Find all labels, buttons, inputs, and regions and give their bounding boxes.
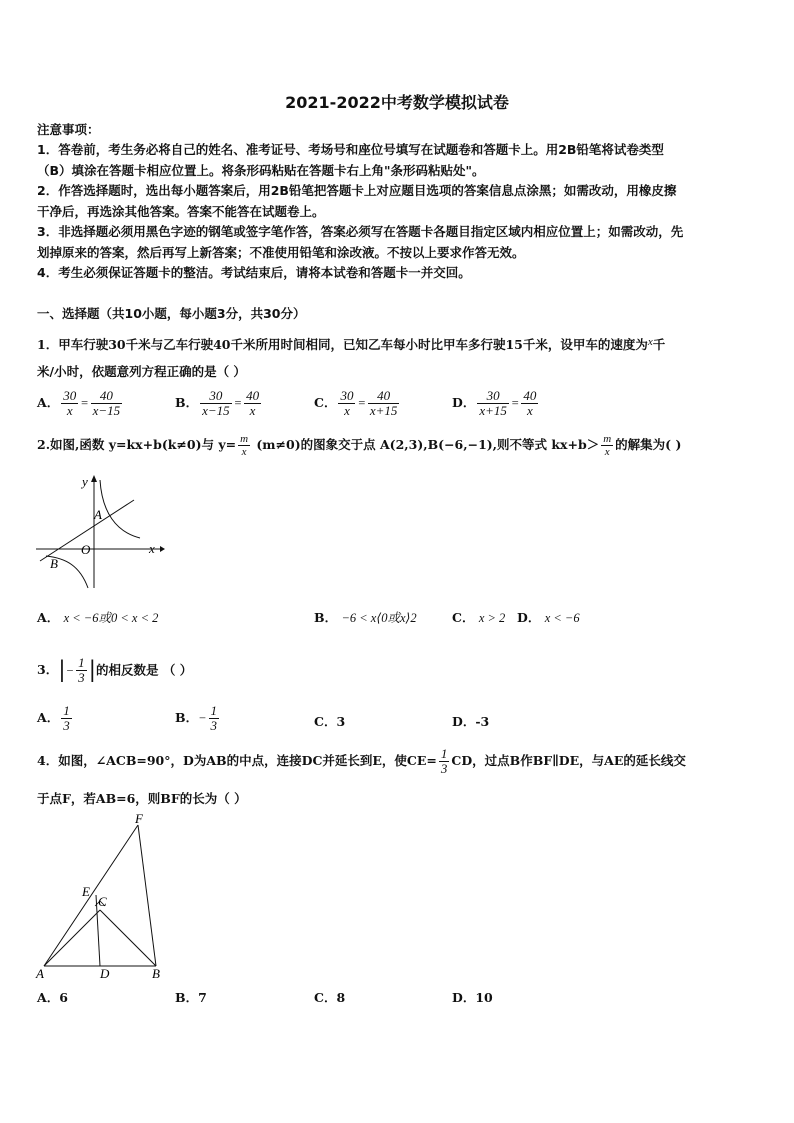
notice-line: 划掉原来的答案，然后再写上新答案；不准使用铅笔和涂改液。不按以上要求作答无效。	[37, 245, 525, 260]
q2-option-a[interactable]: A． x < −6或0 < x < 2	[37, 610, 159, 625]
q2-option-d[interactable]: D． x < −6	[517, 610, 580, 625]
q1-line1: 1．甲车行驶30千米与乙车行驶40千米所用时间相同，已知乙车每小时比甲车多行驶15千米，设甲车的速度为	[37, 337, 648, 352]
notice-heading: 注意事项：	[37, 122, 100, 137]
x-label: x	[149, 541, 155, 556]
q1-option-b[interactable]: B． $\frac{30}{x-15}$ = $\frac{40}{x}$	[175, 388, 260, 418]
segment-cb	[100, 910, 156, 966]
q1-option-d[interactable]: D． $\frac{30}{x+15}$ = $\frac{40}{x}$	[452, 388, 537, 418]
q2-option-c[interactable]: C． x > 2	[452, 610, 506, 625]
notice-line: 4．考生必须保证答题卡的整洁。考试结束后，请将本试卷和答题卡一并交回。	[37, 265, 471, 280]
q3-option-d[interactable]: D．-3	[452, 714, 490, 729]
point-b-label: B	[50, 556, 58, 571]
question-1-text-2: 米/小时，依题意列方程正确的是（ ）	[37, 364, 246, 379]
q4-option-c[interactable]: C．8	[314, 990, 346, 1005]
q4-option-a[interactable]: A．6	[37, 990, 68, 1005]
segment-fb	[138, 825, 156, 966]
q4-option-b[interactable]: B．7	[175, 990, 207, 1005]
point-a-label: A	[94, 507, 102, 522]
label-d: D	[100, 966, 110, 981]
label-a: A	[36, 966, 44, 981]
page-title: 2021-2022中考数学模拟试卷	[285, 93, 509, 112]
question-4-text: 4．如图，∠ACB=90°，D为AB的中点，连接DC并延长到E，使CE= $\frac{1}{3}$ CD，过点B作BF∥DE，与AE的延长线交	[37, 746, 686, 776]
y-axis-arrow	[91, 475, 97, 482]
notice-line: 2．作答选择题时，选出每小题答案后，用2B铅笔把答题卡上对应题目选项的答案信息点涂黑；如需改动，用橡皮擦	[37, 183, 677, 198]
q4-triangle-figure	[34, 810, 174, 985]
segment-ac	[44, 910, 100, 966]
segment-af	[44, 825, 138, 966]
label-f: F	[135, 811, 143, 826]
label-e: E	[82, 884, 90, 899]
q3-option-c[interactable]: C．3	[314, 714, 346, 729]
label-b: B	[152, 966, 160, 981]
q1-tail: 千	[652, 337, 666, 352]
q1-option-a[interactable]: A． $\frac{30}{x}$ = $\frac{40}{x-15}$	[37, 388, 121, 418]
notice-line: 干净后，再选涂其他答案。答案不能答在试题卷上。	[37, 204, 325, 219]
question-1-text	[37, 334, 665, 353]
q2-function-graph	[36, 472, 166, 592]
notice-line: 3．非选择题必须用黑色字迹的钢笔或签字笔作答，答案必须写在答题卡各题目指定区域内相应位置上；如需改动，先	[37, 224, 684, 239]
q1-var: x	[647, 336, 653, 348]
origin-label: O	[81, 542, 91, 557]
label-c: C	[98, 894, 107, 909]
question-4-text-2: 于点F，若AB=6，则BF的长为（ ）	[37, 791, 247, 806]
q4-option-d[interactable]: D．10	[452, 990, 493, 1005]
q3-option-a[interactable]: A． $\frac{1}{3}$	[37, 703, 70, 733]
notice-line: （B）填涂在答题卡相应位置上。将条形码粘贴在答题卡右上角"条形码粘贴处"。	[37, 163, 485, 178]
q2-option-b[interactable]: B． −6 < x⟨0或x⟩2	[314, 610, 417, 625]
y-label: y	[82, 474, 88, 489]
question-3-text: 3．|− $\frac{1}{3}$ |的相反数是 （ ）	[37, 655, 193, 685]
question-2-text: 2.如图,函数 y=kx+b(k≠0)与 y= $\frac{m}{x}$ (m≠0)的图象交于点 A(2,3),B(−6,−1),则不等式 kx+b＞ $\frac{m}{x}$ 的解集为( )	[37, 433, 682, 458]
notice-line: 1．答卷前，考生务必将自己的姓名、准考证号、考场号和座位号填写在试题卷和答题卡上。用2B铅笔将试卷类型	[37, 142, 664, 157]
q3-option-b[interactable]: B．− $\frac{1}{3}$	[175, 703, 218, 733]
q1-option-c[interactable]: C． $\frac{30}{x}$ = $\frac{40}{x+15}$	[314, 388, 398, 418]
section-heading: 一、选择题（共10小题，每小题3分，共30分）	[37, 306, 306, 321]
x-axis-arrow	[160, 546, 165, 552]
